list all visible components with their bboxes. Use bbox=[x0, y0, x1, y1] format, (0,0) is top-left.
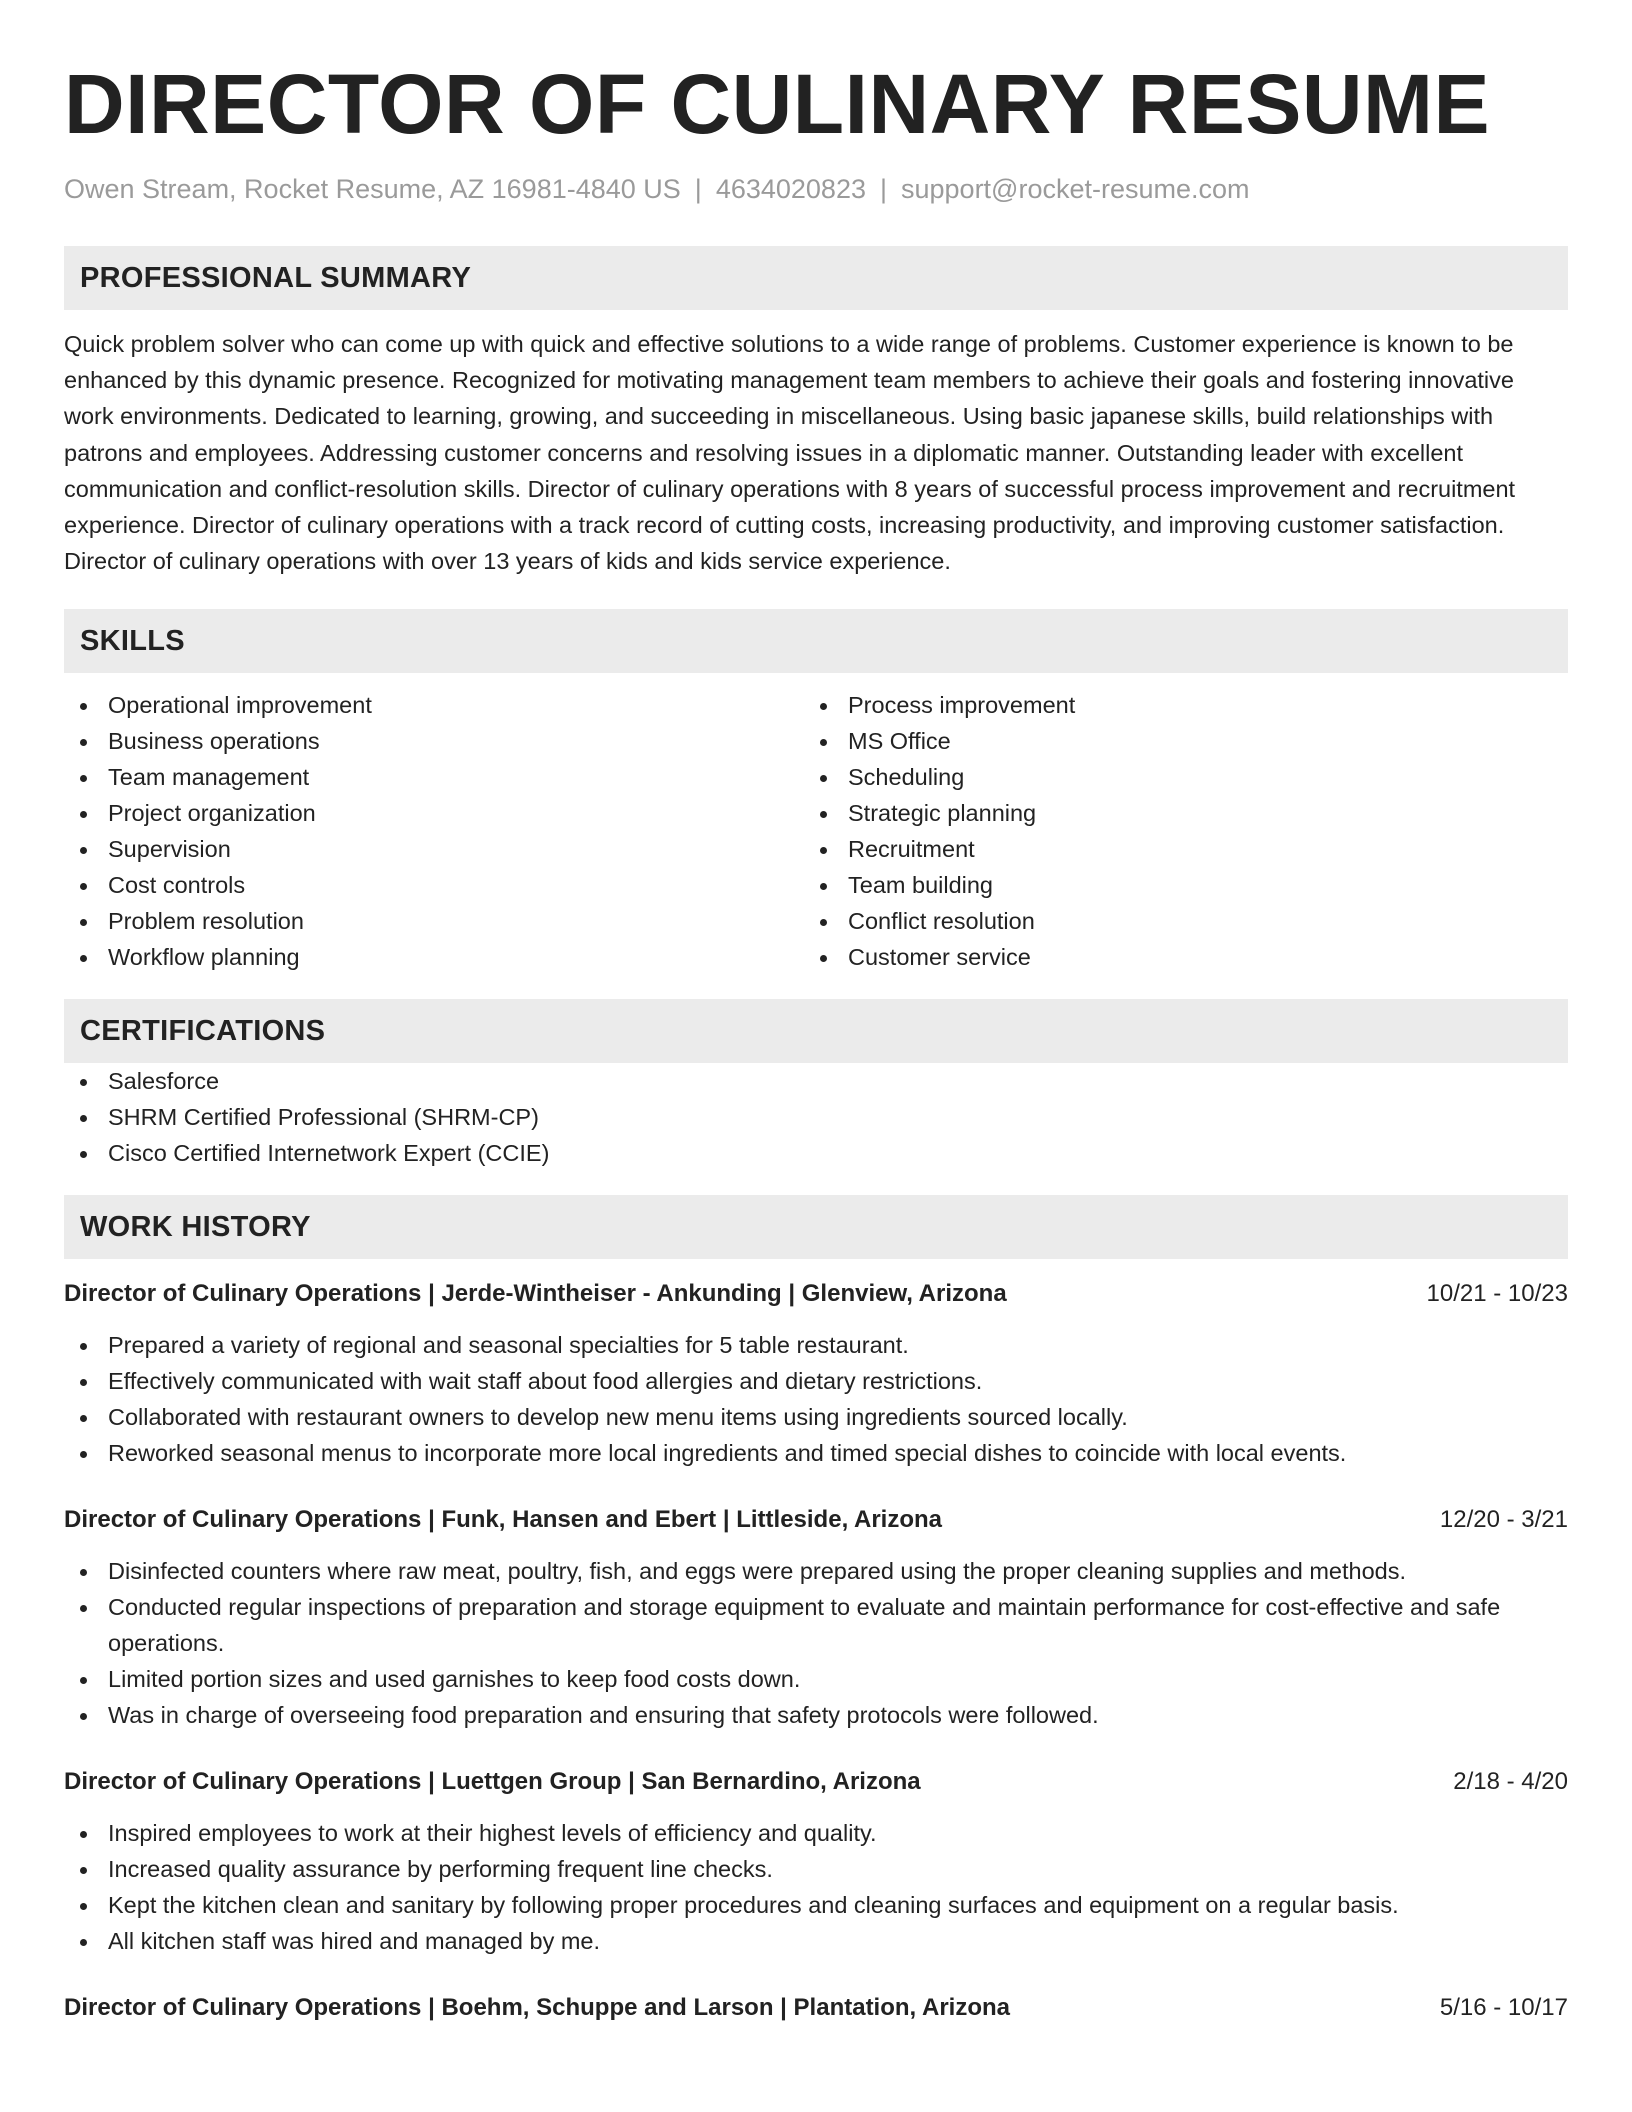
skill-item: Business operations bbox=[64, 723, 804, 759]
job-entry bbox=[64, 1503, 1568, 1733]
job-bullet: Inspired employees to work at their highest levels of efficiency and quality. bbox=[64, 1815, 1568, 1851]
job-title: Director of Culinary Operations | Boehm, Schuppe and Larson | Plantation, Arizona bbox=[64, 1994, 1010, 2022]
summary-text: Quick problem solver who can come up with quick and effective solutions to a wide range of problems. Customer experience is known to be enhanced by this dynamic presence. Recognized for motivating management team members to achieve their goals and fostering innovative work environments. Dedicated to learning, growing, and succeeding in miscellaneous. Using basic japanese skills, build relationships with patrons and employees. Addressing customer concerns and resolving issues in a diplomatic manner. Outstanding leader with excellent communication and conflict-resolution skills. Director of culinary operations with 8 years of successful process improvement and recruitment experience. Director of culinary operations with a track record of cutting costs, increasing productivity, and improving customer satisfaction. Director of culinary operations with over 13 years of kids and kids service experience. bbox=[64, 331, 1516, 575]
skills-column-left bbox=[64, 687, 804, 975]
skill-item: Team management bbox=[64, 759, 804, 795]
job-dates: 5/16 - 10/17 bbox=[1439, 1994, 1568, 2022]
job-bullet: Was in charge of overseeing food preparation and ensuring that safety protocols were followed. bbox=[64, 1697, 1568, 1733]
job-entry bbox=[64, 1991, 1568, 2025]
skill-item: MS Office bbox=[804, 723, 1544, 759]
contact-line bbox=[64, 172, 1568, 206]
skill-item: Process improvement bbox=[804, 687, 1544, 723]
job-title: Director of Culinary Operations | Luettgen Group | San Bernardino, Arizona bbox=[64, 1768, 921, 1796]
job-dates: 10/21 - 10/23 bbox=[1426, 1280, 1568, 1308]
section-header-skills: SKILLS bbox=[64, 609, 1568, 673]
skill-item: Operational improvement bbox=[64, 687, 804, 723]
section-header-certifications: CERTIFICATIONS bbox=[64, 999, 1568, 1063]
contact-address: Owen Stream, Rocket Resume, AZ 16981-4840 US bbox=[64, 174, 681, 204]
job-dates: 12/20 - 3/21 bbox=[1439, 1506, 1568, 1534]
job-bullet: Effectively communicated with wait staff about food allergies and dietary restrictions. bbox=[64, 1363, 1568, 1399]
job-entry bbox=[64, 1765, 1568, 1959]
certification-item: Salesforce bbox=[64, 1063, 1568, 1099]
job-bullet: Conducted regular inspections of preparation and storage equipment to evaluate and maintain performance for cost-effective and safe operations. bbox=[64, 1589, 1568, 1661]
skill-item: Workflow planning bbox=[64, 939, 804, 975]
skill-item: Strategic planning bbox=[804, 795, 1544, 831]
skill-item: Conflict resolution bbox=[804, 903, 1544, 939]
section-header-work-history: WORK HISTORY bbox=[64, 1195, 1568, 1259]
skill-item: Project organization bbox=[64, 795, 804, 831]
skill-item: Recruitment bbox=[804, 831, 1544, 867]
job-header bbox=[64, 1991, 1568, 2025]
skill-item: Cost controls bbox=[64, 867, 804, 903]
skill-item: Team building bbox=[804, 867, 1544, 903]
contact-phone: 4634020823 bbox=[715, 174, 866, 204]
job-bullet: Collaborated with restaurant owners to develop new menu items using ingredients sourced locally. bbox=[64, 1399, 1568, 1435]
job-bullet: All kitchen staff was hired and managed by me. bbox=[64, 1923, 1568, 1959]
job-entry bbox=[64, 1277, 1568, 1471]
job-bullets bbox=[64, 1327, 1568, 1471]
job-header bbox=[64, 1503, 1568, 1537]
contact-email: support@rocket-resume.com bbox=[901, 174, 1250, 204]
job-title: Director of Culinary Operations | Jerde-Wintheiser - Ankunding | Glenview, Arizona bbox=[64, 1280, 1007, 1308]
skill-item: Supervision bbox=[64, 831, 804, 867]
certification-item: Cisco Certified Internetwork Expert (CCIE) bbox=[64, 1135, 1568, 1171]
job-bullet: Increased quality assurance by performing frequent line checks. bbox=[64, 1851, 1568, 1887]
job-header bbox=[64, 1277, 1568, 1311]
job-bullet: Limited portion sizes and used garnishes to keep food costs down. bbox=[64, 1661, 1568, 1697]
skill-item: Scheduling bbox=[804, 759, 1544, 795]
job-bullets bbox=[64, 1815, 1568, 1959]
job-bullet: Reworked seasonal menus to incorporate more local ingredients and timed special dishes to coincide with local events. bbox=[64, 1435, 1568, 1471]
job-bullets bbox=[64, 1553, 1568, 1733]
certification-item: SHRM Certified Professional (SHRM-CP) bbox=[64, 1099, 1568, 1135]
skills-list bbox=[64, 687, 1568, 975]
job-dates: 2/18 - 4/20 bbox=[1453, 1768, 1568, 1796]
skill-item: Problem resolution bbox=[64, 903, 804, 939]
section-header-summary: PROFESSIONAL SUMMARY bbox=[64, 246, 1568, 310]
job-bullet: Disinfected counters where raw meat, poultry, fish, and eggs were prepared using the proper cleaning supplies and methods. bbox=[64, 1553, 1568, 1589]
job-bullet: Kept the kitchen clean and sanitary by following proper procedures and cleaning surfaces and equipment on a regular basis. bbox=[64, 1887, 1568, 1923]
contact-separator: | bbox=[694, 174, 702, 204]
certifications-list bbox=[64, 1063, 1568, 1171]
job-header bbox=[64, 1765, 1568, 1799]
contact-separator: | bbox=[879, 174, 887, 204]
job-title: Director of Culinary Operations | Funk, Hansen and Ebert | Littleside, Arizona bbox=[64, 1506, 943, 1534]
skills-column-right bbox=[804, 687, 1544, 975]
skill-item: Customer service bbox=[804, 939, 1544, 975]
job-bullet: Prepared a variety of regional and seasonal specialties for 5 table restaurant. bbox=[64, 1327, 1568, 1363]
resume-title: DIRECTOR OF CULINARY RESUME bbox=[64, 57, 1491, 151]
